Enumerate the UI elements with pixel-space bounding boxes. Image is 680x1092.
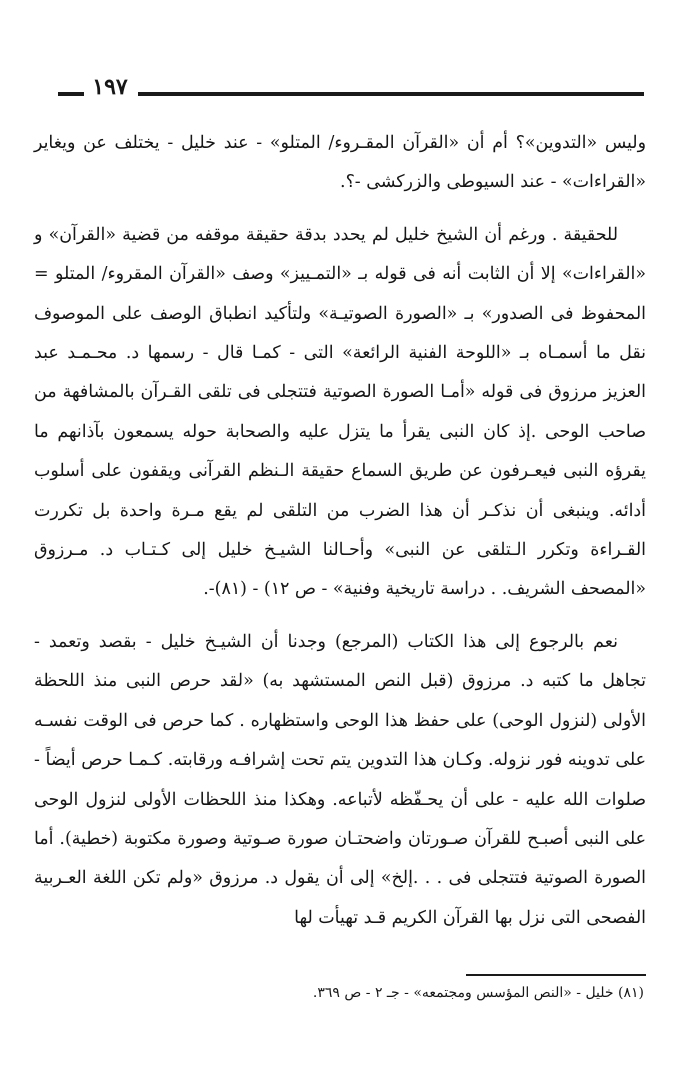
page-header bbox=[58, 74, 644, 104]
paragraph-2: للحقيقة . ورغم أن الشيخ خليل لم يحدد بدقة حقيقة موقفه من قضية «القرآن» و «القراءات» إلا أن الثابت أنه فى قوله بـ «التمـييز» وصف «القرآن المقروء/ المتلو = المحفوظ فى الصدور» بـ «الصورة الصوتيـة» ولتأكيد انطباق الوصف على الموصوف نقل ما أسمـاه بـ «اللوحة الفنية الرائعة» التى - كمـا قال - رسمها د. محـمـد عبد العزيز مرزوق فى قوله «أمـا الصورة الصوتية فتتجلى فى تلقى القـرآن بالمشافهة من صاحب الوحى .إذ كان النبى يقرأ ما يتزل عليه والصحابة حوله يسمعون بآذانهم ما يقرؤه النبى فيعـرفون عن طريق السماع حقيقة الـنظم القرآنى ويقفون على أسلوب أدائه. وينبغى أن نذكـر أن هذا الضرب من التلقى لم يقع مـرة واحدة بل تكررت القـراءة وتكرر الـتلقى عن النبى» وأحـالنا الشيـخ خليل إلى كـتـاب د. مـرزوق «المصحف الشريف. . دراسة تاريخية وفنية» - ص ١٢) - (٨١)-. bbox=[34, 224, 646, 600]
header-rule-short bbox=[58, 92, 84, 96]
paragraph-1: وليس «التدوين»؟ أم أن «القرآن المقـروء/ المتلو» - عند خليل - يختلف عن ويغاير «القراءات» - عند السيوطى والزركشى -؟. bbox=[34, 133, 646, 193]
paragraph-3: نعم بالرجوع إلى هذا الكتاب (المرجع) وجدنا أن الشيـخ خليل - بقصد وتعمد - تجاهل ما كتبه د. مرزوق (قبل النص المستشهد به) «لقد حرص النبى منذ اللحظة الأولى (لنزول الوحى) على حفظ هذا الوحى واستظهاره . كما حرص فى الوقت نفسـه على تدوينه فور نزوله. وكـان هذا التدوين يتم تحت إشرافـه ورقابته. كـمـا حرص أيضاً - صلوات الله عليه - على أن يحـفّظه لأتباعه. وهكذا منذ اللحظات الأولى لنزول الوحى على النبى أصبـح للقرآن صـورتان واضحتـان صورة صـوتية وصورة مكتوبة (خطية). أما الصورة الصوتية فتتجلى فى . . .إلخ» إلى أن يقول د. مرزوق «ولم تكن اللغة العـربية الفصحى التى نزل بها القرآن الكريم قـد تهيأت لها bbox=[34, 631, 646, 928]
header-rule bbox=[138, 92, 644, 96]
page-number: ١٩٧ bbox=[92, 74, 128, 100]
footnote: (٨١) خليل - «النص المؤسس ومجتمعه» - جـ ٢ - ص ٣٦٩. bbox=[312, 985, 644, 1001]
body-text bbox=[34, 124, 646, 938]
footnote-rule bbox=[466, 974, 646, 976]
